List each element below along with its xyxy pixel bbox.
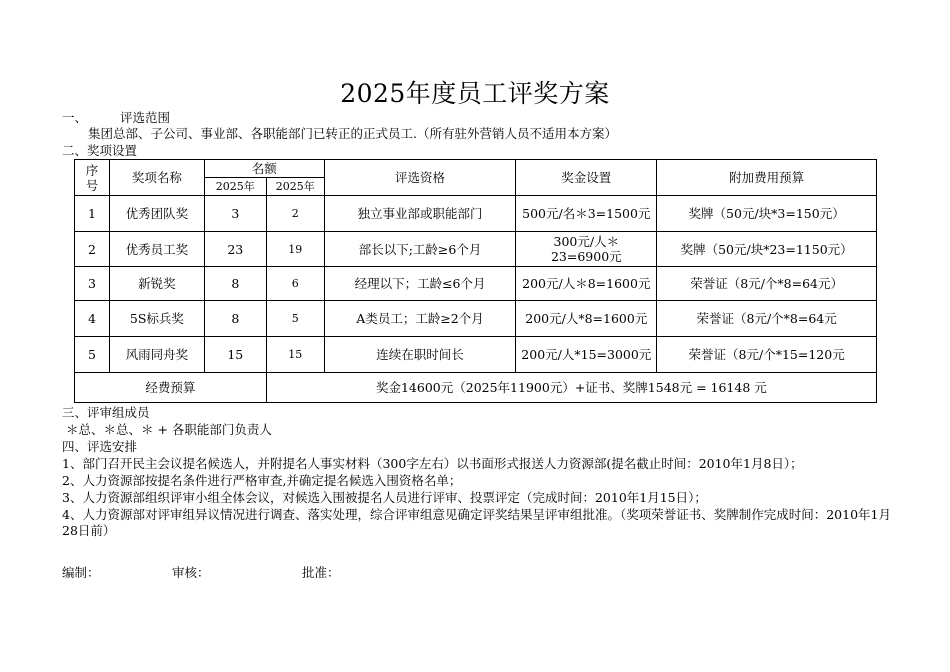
row-prize: 200元/人*8=1600元 (516, 301, 657, 337)
row-no: 1 (75, 196, 110, 232)
section1-body: 集团总部、子公司、事业部、各职能部门已转正的正式员工.（所有驻外营销人员不适用本方案） (88, 126, 617, 141)
header-no: 序号 (75, 160, 110, 196)
budget-label: 经费预算 (75, 373, 267, 403)
row-qualification: 经理以下；工龄≤6个月 (324, 267, 516, 301)
header-quota: 名额 (204, 160, 324, 178)
section4-heading: 四、评选安排 (62, 439, 138, 454)
row-qualification: 部长以下;工龄≥6个月 (324, 232, 516, 267)
row-quota-a: 8 (204, 267, 266, 301)
header-extra: 附加费用预算 (657, 160, 877, 196)
header-name: 奖项名称 (109, 160, 204, 196)
arrangement-item-1: 1、部门召开民主会议提名候选人，并附提名人事实材料（300字左右）以书面形式报送人力资源部(提名截止时间：2010年1月8日）； (62, 456, 803, 471)
row-quota-a: 23 (204, 232, 266, 267)
reviewed-by-label: 审核： (172, 565, 210, 580)
budget-value: 奖金14600元（2025年11900元）+证书、奖牌1548元 = 16148 元 (266, 373, 876, 403)
section1-title: 评选范围 (120, 110, 171, 125)
row-no: 5 (75, 337, 110, 373)
row-name: 风雨同舟奖 (109, 337, 204, 373)
row-qualification: 连续在职时间长 (324, 337, 516, 373)
row-quota-a: 8 (204, 301, 266, 337)
row-quota-b: 5 (266, 301, 324, 337)
document-title: 2025年度员工评奖方案 (340, 79, 610, 108)
row-prize: 300元/人＊23=6900元 (516, 232, 657, 267)
row-quota-a: 15 (204, 337, 266, 373)
row-qualification: A类员工；工龄≥2个月 (324, 301, 516, 337)
row-extra: 奖牌（50元/块*23=1150元） (657, 232, 877, 267)
table-row (75, 301, 877, 337)
row-quota-b: 15 (266, 337, 324, 373)
table-row (75, 337, 877, 373)
table-row (75, 196, 877, 232)
row-no: 2 (75, 232, 110, 267)
row-extra: 荣誉证（8元/个*8=64元 (657, 301, 877, 337)
section3-heading: 三、评审组成员 (62, 405, 150, 420)
row-no: 3 (75, 267, 110, 301)
award-table (74, 159, 877, 403)
section1-number: 一、 (62, 110, 88, 125)
header-quota-b: 2025年 (266, 178, 324, 196)
budget-row (75, 373, 877, 403)
row-quota-b: 6 (266, 267, 324, 301)
header-prize: 奖金设置 (516, 160, 657, 196)
row-qualification: 独立事业部或职能部门 (324, 196, 516, 232)
row-prize: 200元/人*15=3000元 (516, 337, 657, 373)
row-prize: 500元/名＊3=1500元 (516, 196, 657, 232)
arrangement-item-4: 4、人力资源部对评审组异议情况进行调查、落实处理，综合评审组意见确定评奖结果呈评审组批准。（奖项荣誉证书、奖牌制作完成时间：2010年1月28日前） (62, 507, 891, 538)
section1-heading (62, 110, 170, 126)
row-extra: 荣誉证（8元/个*8=64元） (657, 267, 877, 301)
row-name: 5S标兵奖 (109, 301, 204, 337)
table-header-row (75, 160, 877, 178)
table-row (75, 267, 877, 301)
section2-heading: 二、奖项设置 (62, 143, 138, 158)
row-extra: 奖牌（50元/块*3=150元） (657, 196, 877, 232)
header-qualification: 评选资格 (324, 160, 516, 196)
approved-by-label: 批准： (302, 565, 340, 580)
row-extra: 荣誉证（8元/个*15=120元 (657, 337, 877, 373)
row-no: 4 (75, 301, 110, 337)
table-row (75, 232, 877, 267)
arrangement-item-2: 2、人力资源部按提名条件进行严格审查,并确定提名候选入围资格名单； (62, 473, 462, 488)
row-name: 新锐奖 (109, 267, 204, 301)
row-quota-b: 19 (266, 232, 324, 267)
section3-body: ＊总、＊总、＊ + 各职能部门负责人 (66, 422, 272, 437)
row-name: 优秀团队奖 (109, 196, 204, 232)
row-name: 优秀员工奖 (109, 232, 204, 267)
row-prize: 200元/人＊8=1600元 (516, 267, 657, 301)
arrangement-item-3: 3、人力资源部组织评审小组全体会议，对候选入围被提名人员进行评审、投票评定（完成时间：2010年1月15日）； (62, 490, 707, 505)
header-quota-a: 2025年 (204, 178, 266, 196)
row-quota-b: 2 (266, 196, 324, 232)
row-quota-a: 3 (204, 196, 266, 232)
prepared-by-label: 编制： (62, 565, 100, 580)
